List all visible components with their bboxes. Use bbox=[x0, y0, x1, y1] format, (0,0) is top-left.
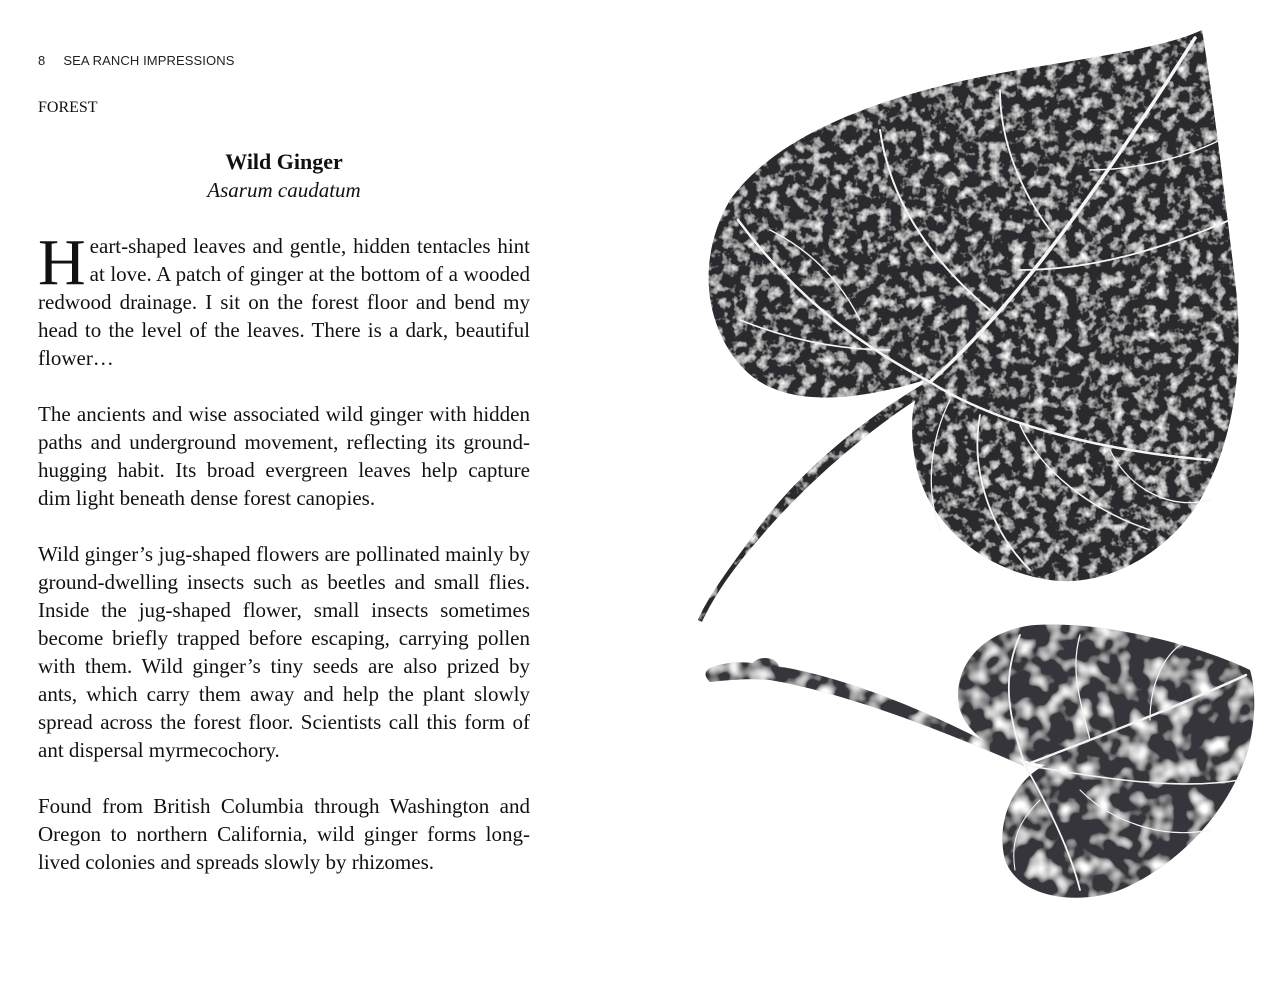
paragraph-4: Found from British Columbia through Washington and Oregon to northern California, wild ginger forms long-lived colonies and spreads slowly by rhizomes. bbox=[38, 794, 530, 874]
entry-title-block bbox=[38, 148, 530, 204]
lower-leaf-blade bbox=[958, 624, 1254, 897]
paragraph-1 bbox=[38, 226, 530, 372]
wild-ginger-leaf-print bbox=[690, 20, 1270, 920]
page-number: 8 bbox=[38, 53, 46, 68]
paragraph-1-text: eart-shaped leaves and gentle, hidden tentacles hint at love. A patch of ginger at the bottom of a wooded redwood drainage. I sit on the forest floor and bend my head to the level of the leaves. There is a dark, beautiful flower… bbox=[38, 234, 530, 370]
book-title: SEA RANCH IMPRESSIONS bbox=[63, 53, 235, 68]
entry-body bbox=[38, 226, 530, 904]
common-name: Wild Ginger bbox=[225, 149, 343, 174]
running-header bbox=[38, 53, 234, 68]
upper-leaf bbox=[698, 30, 1239, 622]
scientific-name: Asarum caudatum bbox=[207, 178, 361, 202]
drop-cap: H bbox=[38, 226, 86, 299]
section-label: FOREST bbox=[38, 99, 98, 116]
paragraph-2: The ancients and wise associated wild ginger with hidden paths and underground movement, reflecting its ground-hugging habit. Its broad evergreen leaves help capture dim light beneath dense forest canopies. bbox=[38, 402, 530, 510]
lower-leaf bbox=[706, 624, 1255, 897]
paragraph-3: Wild ginger’s jug-shaped flowers are pollinated mainly by ground-dwelling insects such as beetles and small flies. Inside the jug-shaped flower, small insects sometimes become briefly trapped before escaping, carrying pollen with them. Wild ginger’s tiny seeds are also prized by ants, which carry them away and help the plant slowly spread across the forest floor. Scientists call this form of ant dispersal myrmecochory. bbox=[38, 542, 530, 762]
upper-leaf-stem bbox=[698, 380, 935, 622]
